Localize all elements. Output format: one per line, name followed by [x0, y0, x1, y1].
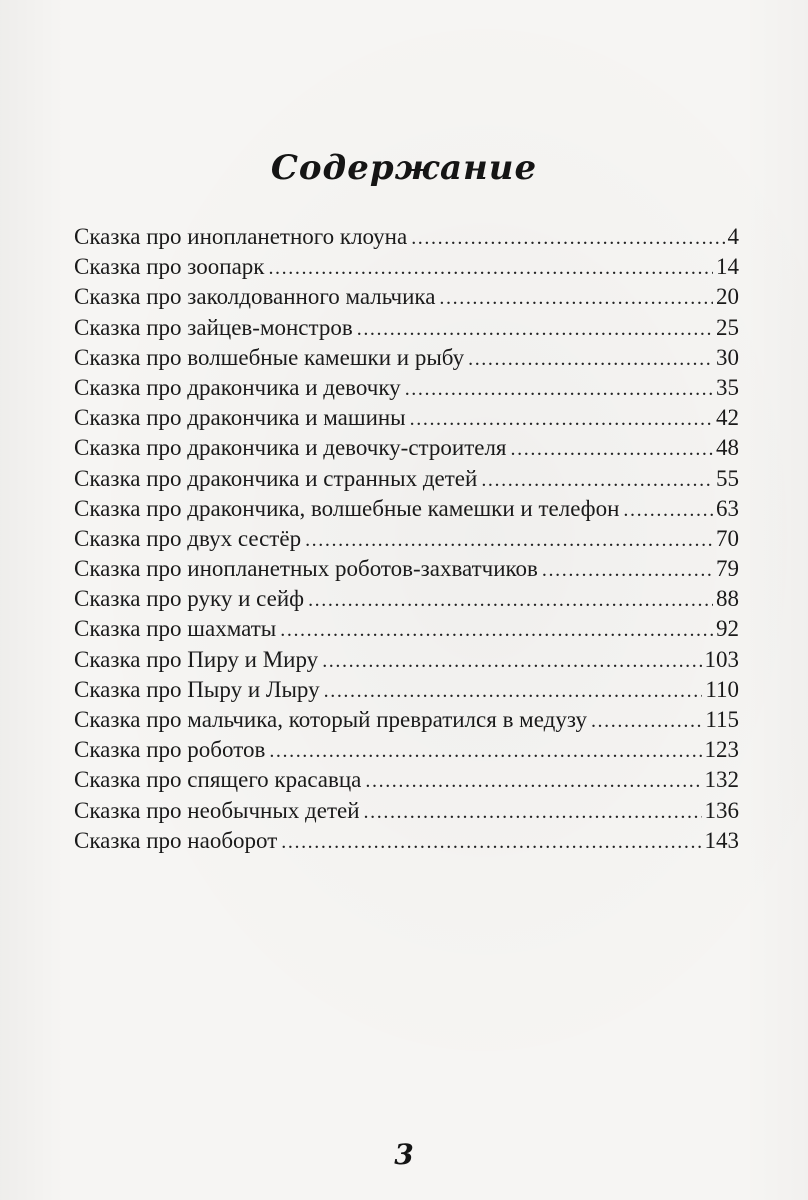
toc-entry-page: 20: [716, 284, 739, 310]
dot-leader: [364, 797, 702, 827]
dot-leader: [268, 253, 713, 283]
toc-entry: [74, 675, 739, 705]
toc-entry-page: 143: [704, 827, 739, 853]
toc-entry-title: Сказка про инопланетных роботов-захватчиков: [74, 556, 538, 582]
toc-entry-title: Сказка про инопланетного клоуна: [74, 224, 408, 249]
toc-entry-title: Сказка про Пыру и Лыру: [74, 676, 320, 702]
toc-entry-page: 79: [716, 556, 739, 582]
toc-entry: [74, 343, 739, 373]
dot-leader: [305, 525, 713, 555]
toc-entry-page: 48: [716, 435, 739, 461]
toc-entry: [74, 554, 739, 584]
dot-leader: [357, 314, 713, 344]
toc-entry: [74, 373, 739, 403]
toc-entry-title: Сказка про мальчика, который превратился в медузу: [74, 707, 587, 732]
dot-leader: [281, 827, 701, 857]
toc-entry-title: Сказка про роботов: [74, 737, 266, 763]
toc-entry-title: Сказка про дракончика и странных детей: [74, 465, 478, 491]
dot-leader: [481, 465, 713, 495]
toc-entry-title: Сказка про дракончика и машины: [74, 405, 406, 431]
toc-entry-title: Сказка про двух сестёр: [74, 525, 302, 551]
toc-entry-page: 70: [716, 525, 739, 551]
toc-entry-title: Сказка про заколдованного мальчика: [74, 284, 436, 310]
dot-leader: [308, 585, 713, 615]
toc-entry-page: 88: [716, 586, 739, 612]
dot-leader: [439, 283, 713, 313]
toc-entry-page: 92: [716, 616, 739, 642]
toc-entry-page: 30: [716, 344, 739, 370]
toc-entry-page: 14: [716, 254, 739, 280]
toc-entry-page: 42: [716, 405, 739, 431]
dot-leader: [591, 706, 702, 736]
toc-entry: [74, 826, 739, 856]
dot-leader: [269, 736, 701, 766]
toc-entry: [74, 433, 739, 463]
dot-leader: [411, 223, 724, 253]
toc-entry-title: Сказка про дракончика, волшебные камешки и телефон: [74, 495, 620, 521]
toc-entry: [74, 584, 739, 614]
dot-leader: [623, 495, 713, 525]
toc-entry-page: 25: [716, 314, 739, 340]
toc-entry-title: Сказка про наоборот: [74, 827, 278, 853]
toc-entry: [74, 403, 739, 433]
toc-entry-page: 35: [716, 374, 739, 400]
toc-entry-title: Сказка про зоопарк: [74, 254, 265, 280]
toc-entry-title: Сказка про дракончика и девочку-строителя: [74, 435, 507, 461]
dot-leader: [405, 374, 713, 404]
toc-entry-title: Сказка про волшебные камешки и рыбу: [74, 344, 465, 370]
toc-entry: [74, 735, 739, 765]
toc-entry-page: 110: [705, 676, 739, 702]
toc-entry: [74, 313, 739, 343]
dot-leader: [365, 766, 701, 796]
toc-entry-title: Сказка про зайцев-монстров: [74, 314, 353, 340]
table-of-contents: [74, 222, 739, 856]
dot-leader: [324, 676, 703, 706]
dot-leader: [322, 646, 701, 676]
page-number: 3: [394, 1138, 414, 1171]
dot-leader: [468, 344, 713, 374]
dot-leader: [542, 555, 713, 585]
page-title: Содержание: [270, 148, 538, 188]
toc-entry-title: Сказка про необычных детей: [74, 797, 360, 823]
toc-entry-page: 63: [716, 495, 739, 521]
toc-entry-page: 55: [716, 465, 739, 491]
toc-entry: [74, 645, 739, 675]
toc-entry-title: Сказка про дракончика и девочку: [74, 374, 401, 400]
toc-entry: [74, 222, 739, 252]
toc-entry: [74, 282, 739, 312]
toc-entry-page: 103: [704, 646, 739, 672]
toc-entry: [74, 614, 739, 644]
toc-entry-title: Сказка про шахматы: [74, 616, 277, 642]
dot-leader: [280, 615, 713, 645]
dot-leader: [410, 404, 713, 434]
toc-entry: [74, 524, 739, 554]
toc-entry-page: 123: [704, 737, 739, 763]
dot-leader: [511, 434, 713, 464]
toc-entry: [74, 494, 739, 524]
toc-entry: [74, 464, 739, 494]
toc-entry-page: 4: [727, 224, 739, 249]
toc-entry: [74, 252, 739, 282]
toc-entry-title: Сказка про руку и сейф: [74, 586, 305, 612]
toc-entry-page: 132: [704, 767, 739, 793]
toc-entry: [74, 796, 739, 826]
toc-entry-page: 136: [704, 797, 739, 823]
toc-entry: [74, 765, 739, 795]
toc-entry-title: Сказка про спящего красавца: [74, 767, 362, 793]
toc-entry: [74, 705, 739, 735]
toc-entry-page: 115: [705, 707, 739, 732]
toc-entry-title: Сказка про Пиру и Миру: [74, 646, 319, 672]
